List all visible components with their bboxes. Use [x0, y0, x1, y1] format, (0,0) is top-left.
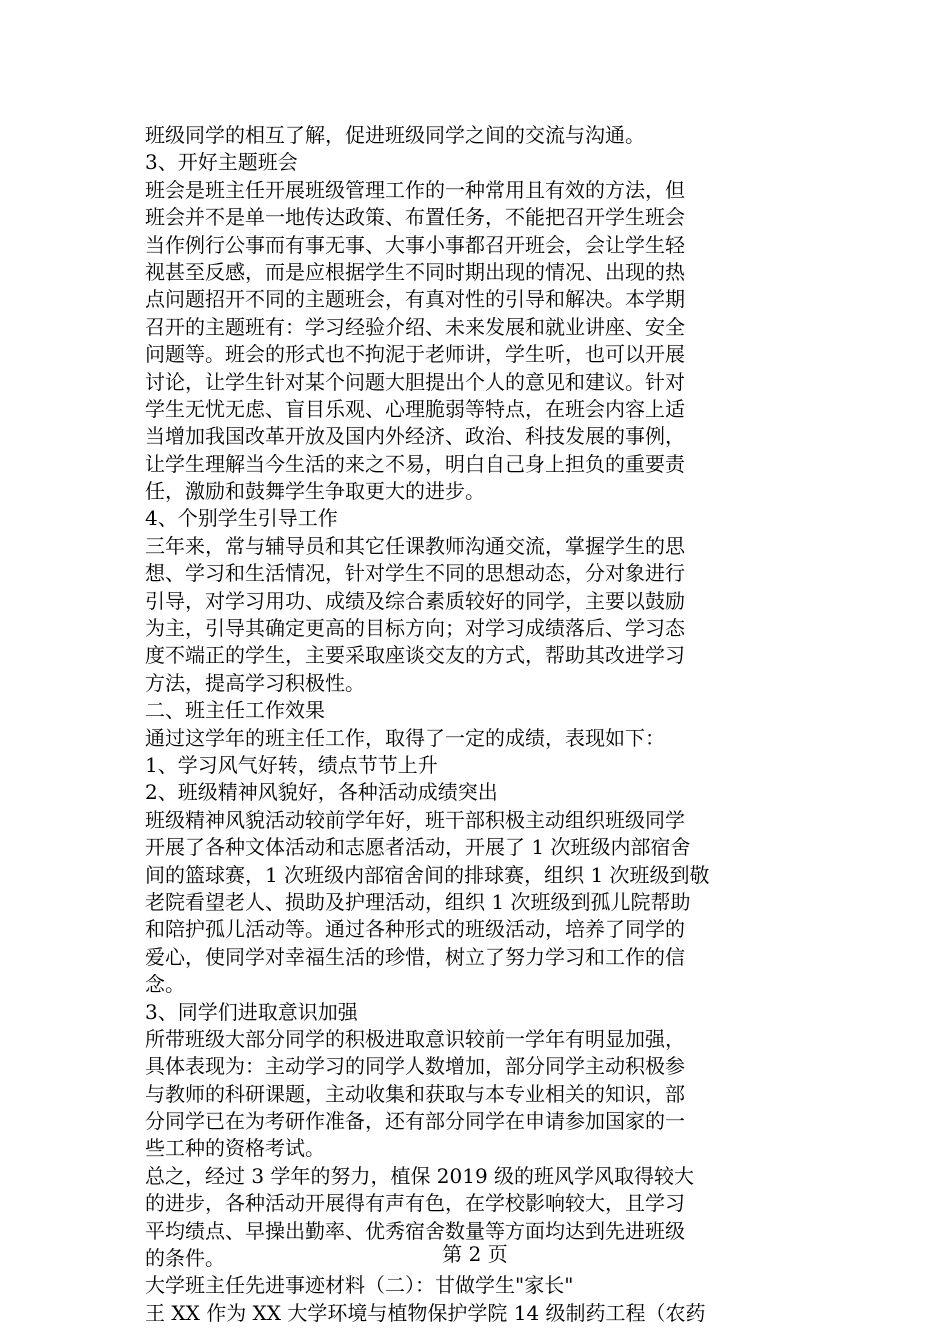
text-line: 和陪护孤儿活动等。通过各种形式的班级活动，培养了同学的 — [145, 917, 685, 942]
text-line: 平均绩点、早操出勤率、优秀宿舍数量等方面均达到先进班级 — [145, 1218, 685, 1243]
text-line: 4、个别学生引导工作 — [145, 506, 338, 531]
text-line: 班会是班主任开展班级管理工作的一种常用且有效的方法，但 — [145, 177, 685, 202]
text-line: 视甚至反感，而是应根据学生不同时期出现的情况、出现的热 — [145, 259, 685, 284]
text-line: 二、班主任工作效果 — [145, 698, 325, 723]
text-line: 王 XX 作为 XX 大学环境与植物保护学院 14 级制药工程（农药 — [145, 1300, 706, 1325]
text-line: 具体表现为：主动学习的同学人数增加，部分同学主动积极参 — [145, 1054, 685, 1079]
text-line: 让学生理解当今生活的来之不易，明白自己身上担负的重要责 — [145, 451, 685, 476]
text-line: 开展了各种文体活动和志愿者活动，开展了 1 次班级内部宿舍 — [145, 835, 691, 860]
text-line: 的进步，各种活动开展得有声有色，在学校影响较大，且学习 — [145, 1191, 685, 1216]
document-body — [145, 122, 810, 1327]
text-line: 引导，对学习用功、成绩及综合素质较好的同学，主要以鼓励 — [145, 588, 685, 613]
text-line: 大学班主任先进事迹材料（二）：甘做学生"家长" — [145, 1273, 574, 1298]
text-line: 学生无忧无虑、盲目乐观、心理脆弱等特点，在班会内容上适 — [145, 396, 685, 421]
text-line: 分同学已在为考研作准备，还有部分同学在申请参加国家的一 — [145, 1109, 685, 1134]
text-line: 爱心，使同学对幸福生活的珍惜，树立了努力学习和工作的信 — [145, 944, 685, 969]
page-number: 第 2 页 — [442, 1242, 508, 1266]
text-line: 2、班级精神风貌好，各种活动成绩突出 — [145, 780, 498, 805]
text-line: 三年来，常与辅导员和其它任课教师沟通交流，掌握学生的思 — [145, 533, 685, 558]
text-line: 通过这学年的班主任工作，取得了一定的成绩，表现如下： — [145, 725, 665, 750]
text-line: 想、学习和生活情况，针对学生不同的思想动态，分对象进行 — [145, 561, 685, 586]
text-line: 念。 — [145, 972, 185, 997]
text-line: 3、同学们进取意识加强 — [145, 999, 358, 1024]
text-line: 当增加我国改革开放及国内外经济、政治、科技发展的事例， — [145, 424, 685, 449]
text-line: 1、学习风气好转，绩点节节上升 — [145, 752, 438, 777]
text-line: 问题等。班会的形式也不拘泥于老师讲，学生听，也可以开展 — [145, 342, 685, 367]
text-line: 班会并不是单一地传达政策、布置任务，不能把召开学生班会 — [145, 205, 685, 230]
text-line: 为主，引导其确定更高的目标方向；对学习成绩落后、学习态 — [145, 616, 685, 641]
text-line: 班级同学的相互了解，促进班级同学之间的交流与沟通。 — [145, 123, 645, 147]
text-line: 当作例行公事而有事无事、大事小事都召开班会，会让学生轻 — [145, 232, 685, 257]
text-line: 班级精神风貌活动较前学年好，班干部积极主动组织班级同学 — [145, 807, 685, 832]
text-line: 老院看望老人、损助及护理活动，组织 1 次班级到孤儿院帮助 — [145, 889, 691, 914]
text-line: 方法，提高学习积极性。 — [145, 670, 365, 695]
text-line: 间的篮球赛，1 次班级内部宿舍间的排球赛，组织 1 次班级到敬 — [145, 862, 710, 887]
text-line: 召开的主题班有：学习经验介绍、未来发展和就业讲座、安全 — [145, 314, 685, 339]
text-line: 讨论，让学生针对某个问题大胆提出个人的意见和建议。针对 — [145, 369, 685, 394]
text-line: 的条件。 — [145, 1246, 225, 1271]
text-line: 3、开好主题班会 — [145, 150, 298, 175]
text-line: 度不端正的学生，主要采取座谈交友的方式，帮助其改进学习 — [145, 643, 685, 668]
text-line: 所带班级大部分同学的积极进取意识较前一学年有明显加强， — [145, 1026, 685, 1051]
text-line: 些工种的资格考试。 — [145, 1136, 325, 1161]
text-line: 总之，经过 3 学年的努力，植保 2019 级的班风学风取得较大 — [145, 1163, 695, 1188]
text-line: 与教师的科研课题，主动收集和获取与本专业相关的知识，部 — [145, 1081, 685, 1106]
text-line: 点问题招开不同的主题班会，有真对性的引导和解决。本学期 — [145, 287, 685, 312]
text-line: 任，激励和鼓舞学生争取更大的进步。 — [145, 479, 485, 504]
